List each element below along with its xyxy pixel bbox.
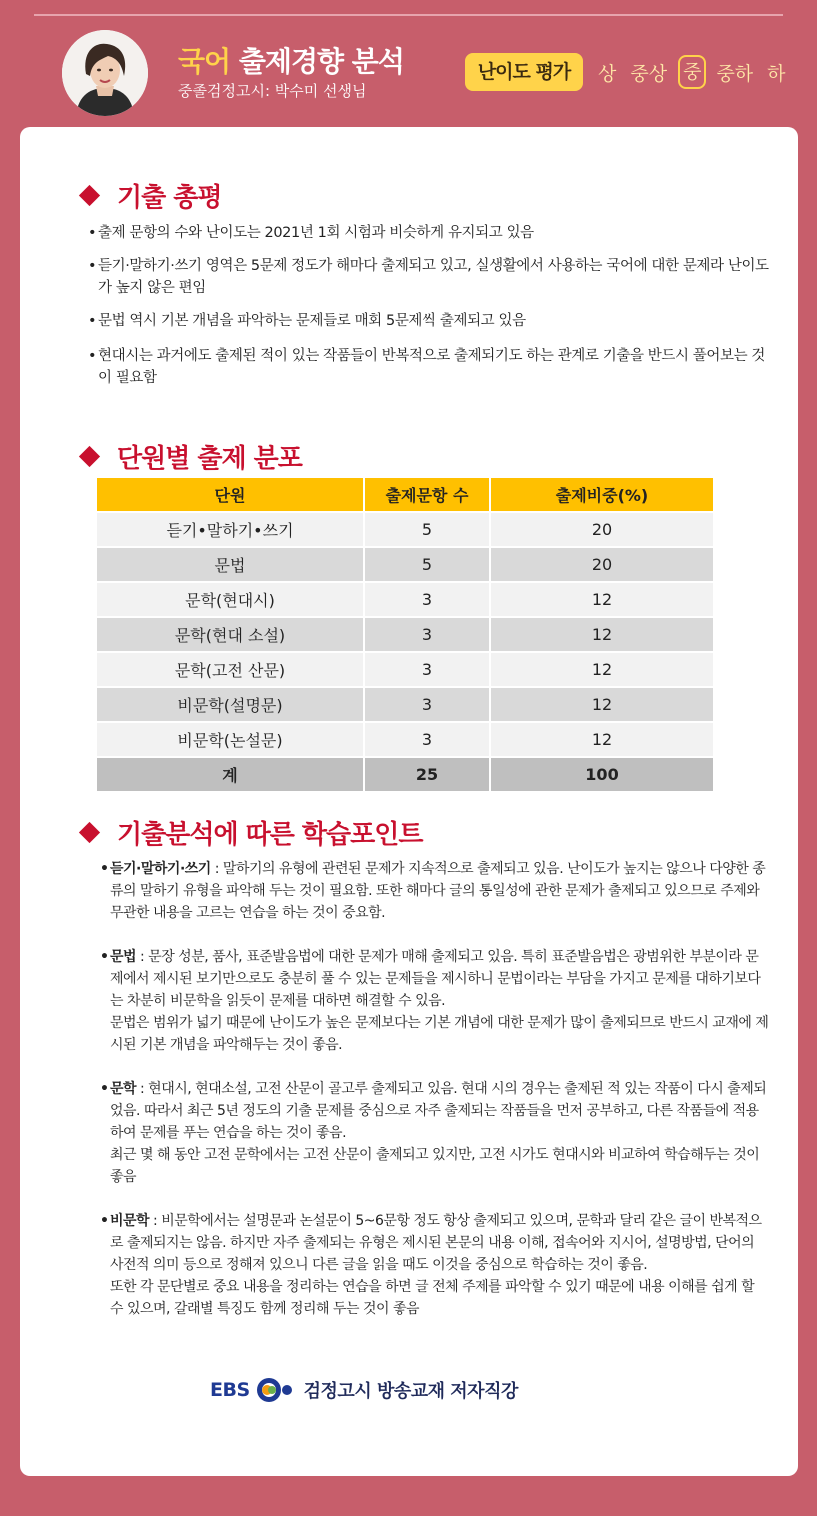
table-row xyxy=(97,617,713,652)
col-header-unit: 단원 xyxy=(97,478,364,512)
summary-bullet: • 듣기·말하기·쓰기 영역은 5문제 정도가 해마다 출제되고 있고, 실생활에서 사용하는 국어에 대한 문제라 난이도가 높지 않은 편임 xyxy=(88,255,778,299)
study-point-label: 비문학 xyxy=(110,1213,150,1229)
header xyxy=(0,0,817,128)
summary-bullet: • 현대시는 과거에도 출제된 적이 있는 작품들이 반복적으로 출제되기도 하는 관계로 기출을 반드시 풀어보는 것이 필요함 xyxy=(88,345,778,389)
cell-unit: 문법 xyxy=(97,547,364,582)
study-point-text-extra: 또한 각 문단별로 중요 내용을 정리하는 연습을 하면 글 전체 주제를 파악할 수 있기 때문에 내용 이해를 쉽게 할 수 있으며, 갈래별 특징도 함께 정리해 두는 것이 좋음 xyxy=(110,1279,755,1317)
section-points-title xyxy=(78,814,423,851)
teacher-avatar xyxy=(62,30,148,116)
diamond-icon xyxy=(79,446,100,467)
level-mid-high: 중상 xyxy=(630,62,668,85)
cell-count: 3 xyxy=(364,687,490,722)
table-row xyxy=(97,512,713,547)
study-point-text-extra: 문법은 범위가 넓기 때문에 난이도가 높은 문제보다는 기본 개념에 대한 문제가 많이 출제되므로 반드시 교재에 제시된 기본 개념을 파악해두는 것이 좋음. xyxy=(110,1015,769,1053)
cell-unit: 문학(현대시) xyxy=(97,582,364,617)
study-point-text: : 말하기의 유형에 관련된 문제가 지속적으로 출제되고 있음. 난이도가 높지는 않으나 다양한 종류의 말하기 유형을 파악해 두는 것이 필요함. 또한 해마다 글의 통일성에 관한 문제가 출제되고 있으므로 주제와 무관한 내용을 고르는 연습을 하는 것이 중요함. xyxy=(110,861,766,921)
cell-count: 5 xyxy=(364,547,490,582)
summary-bullet: • 출제 문항의 수와 난이도는 2021년 1회 시험과 비슷하게 유지되고 있음 xyxy=(88,222,778,244)
study-point-label: 문법 xyxy=(110,949,137,965)
cell-count: 3 xyxy=(364,722,490,757)
difficulty-badge: 난이도 평가 xyxy=(465,53,583,91)
cell-ratio: 12 xyxy=(490,617,713,652)
cell-count: 3 xyxy=(364,582,490,617)
top-divider xyxy=(34,14,783,16)
section-distribution-title-text: 단원별 출제 분포 xyxy=(117,444,302,474)
table-row xyxy=(97,652,713,687)
cell-ratio: 12 xyxy=(490,652,713,687)
cell-ratio: 20 xyxy=(490,547,713,582)
summary-bullet: • 문법 역시 기본 개념을 파악하는 문제들로 매회 5문제씩 출제되고 있음 xyxy=(88,310,778,332)
study-point-text: : 현대시, 현대소설, 고전 산문이 골고루 출제되고 있음. 현대 시의 경우는 출제된 적 있는 작품이 다시 출제되었음. 따라서 최근 5년 정도의 기출 문제를 중심으로 자주 출제되는 작품들을 먼저 공부하고, 다른 작품들에 적용하여 문제를 푸는 연습을 하는 것이 좋음. xyxy=(110,1081,767,1141)
cell-count: 3 xyxy=(364,617,490,652)
footer-tagline: 검정고시 방송교재 저자직강 xyxy=(303,1381,518,1402)
cell-count: 5 xyxy=(364,512,490,547)
section-points-title-text: 기출분석에 따른 학습포인트 xyxy=(117,820,423,850)
diamond-icon xyxy=(79,185,100,206)
page-title xyxy=(178,40,404,80)
level-mid-low: 중하 xyxy=(716,62,754,85)
study-point-label: 문학 xyxy=(110,1081,137,1097)
cell-total-count: 25 xyxy=(364,757,490,791)
cell-unit: 문학(고전 산문) xyxy=(97,652,364,687)
level-low: 하 xyxy=(767,62,786,85)
study-points xyxy=(100,858,770,1342)
table-row xyxy=(97,722,713,757)
cell-ratio: 12 xyxy=(490,582,713,617)
summary-bullets xyxy=(88,222,778,389)
study-point xyxy=(100,858,770,924)
ebs-logo-icon xyxy=(256,1377,292,1403)
section-summary-title xyxy=(78,177,222,214)
title-rest: 출제경향 분석 xyxy=(238,45,404,78)
cell-unit: 듣기•말하기•쓰기 xyxy=(97,512,364,547)
cell-unit: 비문학(설명문) xyxy=(97,687,364,722)
study-point-label: 듣기·말하기·쓰기 xyxy=(110,861,211,877)
footer-brand xyxy=(210,1377,518,1403)
teacher-subtitle: 중졸검정고시: 박수미 선생님 xyxy=(178,82,367,100)
study-point xyxy=(100,1078,770,1188)
diamond-icon xyxy=(79,822,100,843)
col-header-ratio: 출제비중(%) xyxy=(490,478,713,512)
study-point-text-extra: 최근 몇 해 동안 고전 문학에서는 고전 산문이 출제되고 있지만, 고전 시가도 현대시와 비교하여 학습해두는 것이 좋음 xyxy=(110,1147,760,1185)
table-row xyxy=(97,582,713,617)
study-point-text: : 비문학에서는 설명문과 논설문이 5~6문항 정도 항상 출제되고 있으며, 문학과 달리 같은 글이 반복적으로 출제되지는 않음. 하지만 자주 출제되는 유형은 제시된 본문의 내용 이해, 접속어와 지시어, 설명방법, 단어의 사전적 의미 등으로 정해져 있으니 다른 글을 읽을 때도 이것을 중심으로 학습하는 것이 좋음. xyxy=(110,1213,762,1273)
cell-total-unit: 계 xyxy=(97,757,364,791)
table-row xyxy=(97,687,713,722)
level-high: 상 xyxy=(598,62,617,85)
study-point xyxy=(100,1210,770,1320)
distribution-table xyxy=(97,478,713,791)
section-summary-title-text: 기출 총평 xyxy=(117,183,222,213)
cell-count: 3 xyxy=(364,652,490,687)
cell-ratio: 12 xyxy=(490,687,713,722)
level-mid-selected: 중 xyxy=(678,55,706,89)
cell-total-ratio: 100 xyxy=(490,757,713,791)
cell-ratio: 12 xyxy=(490,722,713,757)
study-point-text: : 문장 성분, 품사, 표준발음법에 대한 문제가 매해 출제되고 있음. 특히 표준발음법은 광범위한 부분이라 문제에서 제시된 보기만으로도 충분히 풀 수 있는 문제들을 제시하니 문법이라는 부담을 가지고 문제를 대하기보다는 차분히 비문학을 읽듯이 문제를 대하면 해결할 수 있음. xyxy=(110,949,761,1009)
study-point xyxy=(100,946,770,1056)
teacher-portrait-icon xyxy=(62,30,148,116)
table-total-row xyxy=(97,757,713,791)
content-card xyxy=(20,127,798,1476)
table-row xyxy=(97,547,713,582)
col-header-count: 출제문항 수 xyxy=(364,478,490,512)
table-header-row xyxy=(97,478,713,512)
cell-unit: 문학(현대 소설) xyxy=(97,617,364,652)
section-distribution-title xyxy=(78,438,302,475)
title-subject: 국어 xyxy=(178,45,231,78)
difficulty-levels xyxy=(598,53,800,91)
cell-unit: 비문학(논설문) xyxy=(97,722,364,757)
ebs-logo-text: EBS xyxy=(210,1379,250,1401)
cell-ratio: 20 xyxy=(490,512,713,547)
